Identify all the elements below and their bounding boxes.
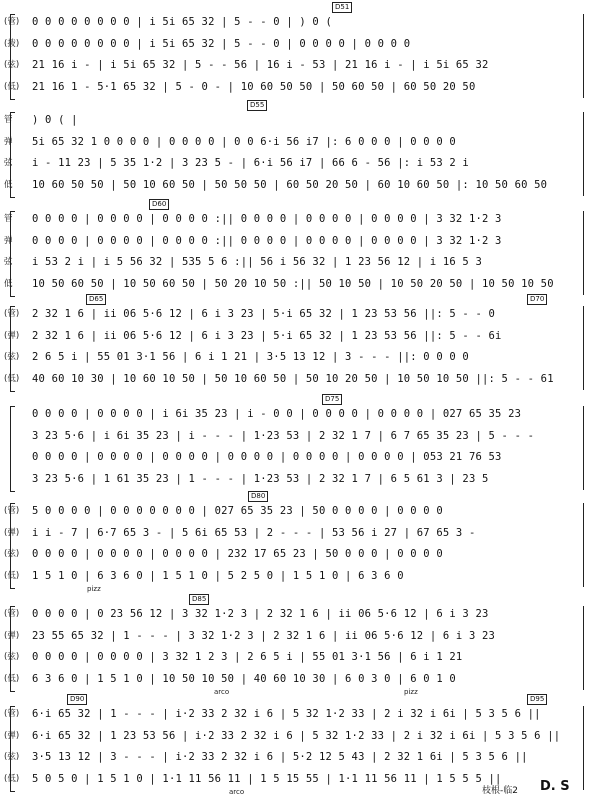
jianpu-notes: 21 16 i - | i 5i 65 32 | 5 - - 56 | 16 i - 53 | 21 16 i - | i 5i 65 32 bbox=[32, 59, 489, 71]
jianpu-notes: 3 23 5·6 | 1 61 35 23 | 1 - - - | 1·23 53 | 2 32 1 7 | 6 5 61 3 | 23 5 bbox=[32, 472, 489, 485]
jianpu-notes: 6·i 65 32 | 1 - - - | i·2 33 2 32 i 6 | 5 32 1·2 33 | 2 i 32 i 6i | 5 3 5 6 || bbox=[32, 708, 541, 720]
instrument-label: (管) bbox=[4, 506, 20, 516]
staff-row bbox=[4, 447, 584, 467]
jianpu-notes: 10 60 50 50 | 50 10 60 50 | 50 50 50 | 60 50 20 50 | 60 10 60 50 |: 10 50 60 50 bbox=[32, 178, 548, 191]
jianpu-notes: 6 3 6 0 | 1 5 1 0 | 10 50 10 50 | 40 60 10 30 | 6 0 3 0 | 6 0 1 0 bbox=[32, 672, 456, 685]
instrument-label: 弦 bbox=[4, 257, 13, 267]
instrument-label: (弦) bbox=[4, 752, 20, 762]
score-system bbox=[4, 101, 584, 198]
staff-row bbox=[4, 647, 584, 667]
jianpu-notes: 2 32 1 6 | ii 06 5·6 12 | 6 i 3 23 | 5·i 65 32 | 1 23 53 56 ||: 5 - - 0 bbox=[32, 308, 496, 320]
staff-row bbox=[4, 704, 584, 724]
staff-row bbox=[4, 132, 584, 152]
page-source-label: 枝根-临2 bbox=[482, 786, 518, 796]
instrument-label: (弦) bbox=[4, 652, 20, 662]
staff-row bbox=[4, 77, 584, 97]
jianpu-notes: i i - 7 | 6·7 65 3 - | 5 6i 65 53 | 2 - - - | 53 56 i 27 | 67 65 3 - bbox=[32, 526, 476, 539]
jianpu-notes: 21 16 1 - 5·1 65 32 | 5 - 0 - | 10 60 50 50 | 50 60 50 | 60 50 20 50 bbox=[32, 80, 476, 93]
staff-row bbox=[4, 669, 584, 689]
instrument-label: (弹) bbox=[4, 630, 20, 641]
rehearsal-mark: D90 bbox=[67, 694, 87, 705]
jianpu-notes: 5i 65 32 1 0 0 0 0 | 0 0 0 0 | 0 0 6·i 56 i7 |: 6 0 0 0 | 0 0 0 0 bbox=[32, 135, 456, 148]
staff-row bbox=[4, 304, 584, 324]
jianpu-notes: 2 6 5 i | 55 01 3·1 56 | 6 i 1 21 | 3·5 13 12 | 3 - - - ||: 0 0 0 0 bbox=[32, 351, 469, 363]
instrument-label: (弦) bbox=[4, 549, 20, 559]
staff-row bbox=[4, 252, 584, 272]
jianpu-notes: 0 0 0 0 | 0 0 0 0 | 3 32 1 2 3 | 2 6 5 i | 55 01 3·1 56 | 6 i 1 21 bbox=[32, 651, 463, 663]
performance-annotation: arco bbox=[229, 788, 245, 796]
staff-row bbox=[4, 209, 584, 229]
instrument-label: (低) bbox=[4, 81, 20, 92]
score-system bbox=[4, 200, 584, 297]
jianpu-notes: i - 11 23 | 5 35 1·2 | 3 23 5 - | 6·i 56 i7 | 66 6 - 56 |: i 53 2 i bbox=[32, 157, 469, 169]
instrument-label: (弦) bbox=[4, 60, 20, 70]
staff-row bbox=[4, 110, 584, 130]
instrument-label: (弹) bbox=[4, 527, 20, 538]
staff-row bbox=[4, 523, 584, 543]
jianpu-notes: i 53 2 i | i 5 56 32 | 535 5 6 :|| 56 i 56 32 | 1 23 56 12 | i 16 5 3 bbox=[32, 256, 482, 268]
instrument-label: (管) bbox=[4, 609, 20, 619]
jianpu-notes: 3·5 13 12 | 3 - - - | i·2 33 2 32 i 6 | 5·2 12 5 43 | 2 32 1 6i | 5 3 5 6 || bbox=[32, 751, 528, 763]
instrument-label: 管 bbox=[4, 115, 13, 125]
staff-row bbox=[4, 544, 584, 564]
rehearsal-mark: D55 bbox=[247, 100, 267, 111]
rehearsal-mark: D51 bbox=[332, 2, 352, 13]
jianpu-notes: ) 0 ( | bbox=[32, 114, 78, 126]
rehearsal-mark: D80 bbox=[248, 491, 268, 502]
instrument-label: (弹) bbox=[4, 330, 20, 341]
instrument-label: (拨) bbox=[4, 38, 20, 49]
staff-row bbox=[4, 501, 584, 521]
rehearsal-mark: D85 bbox=[189, 594, 209, 605]
score-system bbox=[4, 595, 584, 696]
jianpu-notes: 0 0 0 0 0 0 0 0 | i 5i 65 32 | 5 - - 0 | 0 0 0 0 | 0 0 0 0 bbox=[32, 37, 411, 50]
jianpu-notes: 40 60 10 30 | 10 60 10 50 | 50 10 60 50 | 50 10 20 50 | 10 50 10 50 ||: 5 - - 61 bbox=[32, 372, 554, 385]
jianpu-notes: 0 0 0 0 | 0 0 0 0 | 0 0 0 0 :|| 0 0 0 0 | 0 0 0 0 | 0 0 0 0 | 3 32 1·2 3 bbox=[32, 234, 502, 247]
instrument-label: 弦 bbox=[4, 158, 13, 168]
instrument-label: (弹) bbox=[4, 730, 20, 741]
jianpu-notes: 0 0 0 0 | 0 0 0 0 | 0 0 0 0 | 232 17 65 23 | 50 0 0 0 | 0 0 0 0 bbox=[32, 548, 443, 560]
score-system bbox=[4, 695, 584, 796]
score-system bbox=[4, 395, 584, 492]
staff-row bbox=[4, 369, 584, 389]
instrument-label: (管) bbox=[4, 709, 20, 719]
jianpu-notes: 10 50 60 50 | 10 50 60 50 | 50 20 10 50 :|| 50 10 50 | 10 50 20 50 | 10 50 10 50 bbox=[32, 277, 554, 290]
jianpu-notes: 3 23 5·6 | i 6i 35 23 | i - - - | 1·23 53 | 2 32 1 7 | 6 7 65 35 23 | 5 - - - bbox=[32, 429, 535, 442]
instrument-label: (管) bbox=[4, 17, 20, 27]
jianpu-notes: 0 0 0 0 | 0 0 0 0 | i 6i 35 23 | i - 0 0 | 0 0 0 0 | 0 0 0 0 | 027 65 35 23 bbox=[32, 408, 522, 420]
performance-annotation: pizz bbox=[87, 585, 101, 593]
score-system bbox=[4, 492, 584, 593]
jianpu-notes: 0 0 0 0 | 0 23 56 12 | 3 32 1·2 3 | 2 32 1 6 | ii 06 5·6 12 | 6 i 3 23 bbox=[32, 608, 489, 620]
staff-row bbox=[4, 12, 584, 32]
score-system bbox=[4, 3, 584, 100]
instrument-label: 管 bbox=[4, 214, 13, 224]
staff-row bbox=[4, 347, 584, 367]
jianpu-notes: 5 0 5 0 | 1 5 1 0 | 1·1 11 56 11 | 1 5 15 55 | 1·1 11 56 11 | 1 5 5 5 || bbox=[32, 772, 502, 785]
dal-segno-mark: D. S bbox=[540, 779, 570, 794]
instrument-label: 低 bbox=[4, 179, 13, 190]
jianpu-notes: 0 0 0 0 0 0 0 0 | i 5i 65 32 | 5 - - 0 | ) 0 ( bbox=[32, 16, 332, 28]
rehearsal-mark: D65 bbox=[86, 294, 106, 305]
performance-annotation: pizz bbox=[404, 688, 418, 696]
jianpu-notes: 1 5 1 0 | 6 3 6 0 | 1 5 1 0 | 5 2 5 0 | 1 5 1 0 | 6 3 6 0 bbox=[32, 569, 404, 582]
instrument-label: 弹 bbox=[4, 235, 13, 246]
instrument-label: (管) bbox=[4, 309, 20, 319]
staff-row bbox=[4, 404, 584, 424]
staff-row bbox=[4, 469, 584, 489]
staff-row bbox=[4, 726, 584, 746]
performance-annotation: arco bbox=[214, 688, 230, 696]
staff-row bbox=[4, 426, 584, 446]
staff-row bbox=[4, 274, 584, 294]
rehearsal-mark: D70 bbox=[527, 294, 547, 305]
staff-row bbox=[4, 626, 584, 646]
rehearsal-mark: D95 bbox=[527, 694, 547, 705]
staff-row bbox=[4, 55, 584, 75]
instrument-label: 低 bbox=[4, 278, 13, 289]
staff-row bbox=[4, 326, 584, 346]
instrument-label: (低) bbox=[4, 673, 20, 684]
score-system bbox=[4, 295, 584, 392]
staff-row bbox=[4, 747, 584, 767]
instrument-label: (弦) bbox=[4, 352, 20, 362]
staff-row bbox=[4, 34, 584, 54]
jianpu-notes: 0 0 0 0 | 0 0 0 0 | 0 0 0 0 :|| 0 0 0 0 | 0 0 0 0 | 0 0 0 0 | 3 32 1·2 3 bbox=[32, 213, 502, 225]
rehearsal-mark: D60 bbox=[149, 199, 169, 210]
staff-row bbox=[4, 231, 584, 251]
instrument-label: 弹 bbox=[4, 136, 13, 147]
jianpu-notes: 23 55 65 32 | 1 - - - | 3 32 1·2 3 | 2 32 1 6 | ii 06 5·6 12 | 6 i 3 23 bbox=[32, 629, 496, 642]
instrument-label: (低) bbox=[4, 570, 20, 581]
jianpu-notes: 0 0 0 0 | 0 0 0 0 | 0 0 0 0 | 0 0 0 0 | 0 0 0 0 | 0 0 0 0 | 053 21 76 53 bbox=[32, 451, 502, 463]
staff-row bbox=[4, 153, 584, 173]
staff-row bbox=[4, 604, 584, 624]
jianpu-notes: 6·i 65 32 | 1 23 53 56 | i·2 33 2 32 i 6 | 5 32 1·2 33 | 2 i 32 i 6i | 5 3 5 6 || bbox=[32, 729, 561, 742]
instrument-label: (低) bbox=[4, 773, 20, 784]
jianpu-notes: 5 0 0 0 0 | 0 0 0 0 0 0 0 | 027 65 35 23 | 50 0 0 0 0 | 0 0 0 0 bbox=[32, 505, 443, 517]
staff-row bbox=[4, 566, 584, 586]
rehearsal-mark: D75 bbox=[322, 394, 342, 405]
staff-row bbox=[4, 175, 584, 195]
jianpu-notes: 2 32 1 6 | ii 06 5·6 12 | 6 i 3 23 | 5·i 65 32 | 1 23 53 56 ||: 5 - - 6i bbox=[32, 329, 502, 342]
instrument-label: (低) bbox=[4, 373, 20, 384]
